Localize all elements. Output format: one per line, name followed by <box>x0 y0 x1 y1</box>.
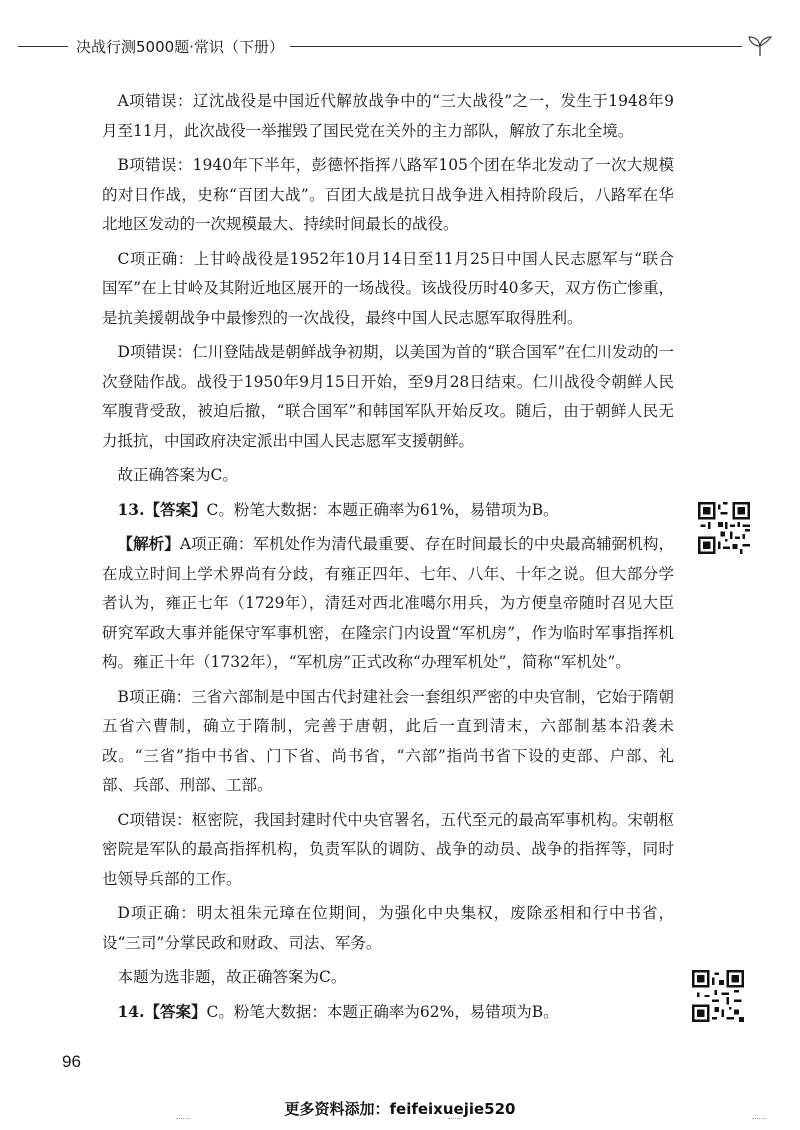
paragraph <box>102 805 674 895</box>
answer-text: C。粉笔大数据：本题正确率为62%，易错项为B。 <box>206 1002 559 1021</box>
paragraph <box>102 244 674 334</box>
paragraph-text: B项正确：三省六部制是中国古代封建社会一套组织严密的中央官制，它始于隋朝五省六曹制，确立于隋制，完善于唐朝，此后一直到清末，六部制基本沿袭未改。“三省”指中书省、门下省、尚书省，“六部”指尚书省下设的吏部、户部、礼部、兵部、刑部、工部。 <box>102 687 674 794</box>
paragraph <box>102 898 674 958</box>
paragraph-text: C项错误：枢密院，我国封建时代中央官署名，五代至元的最高军事机构。宋朝枢密院是军队的最高指挥机构，负责军队的调防、战争的动员、战争的指挥等，同时也领导兵部的工作。 <box>102 810 674 888</box>
answer-text: C。粉笔大数据：本题正确率为61%，易错项为B。 <box>206 500 559 519</box>
header-rule-right <box>290 46 742 47</box>
answer-line <box>102 495 674 526</box>
qr-code-icon[interactable] <box>692 970 744 1022</box>
paragraph-text: 本题为选非题，故正确答案为C。 <box>117 968 347 986</box>
answer-label: 14.【答案】 <box>117 1001 207 1021</box>
footer-note: 更多资料添加：feifeixuejie520 <box>284 1100 516 1118</box>
analysis-paragraph <box>102 529 674 678</box>
answer-explanations <box>102 86 674 1031</box>
answer-label: 13.【答案】 <box>117 499 207 519</box>
paragraph <box>102 86 674 146</box>
paragraph-text: A项正确：军机处作为清代最重要、存在时间最长的中央最高辅弼机构，在成立时间上学术界尚有分歧，有雍正四年、七年、八年、十年之说。但大部分学者认为，雍正七年（1729年），清廷对西北准噶尔用兵，为方便皇帝随时召见大臣研究军政大事并能保守军事机密，在隆宗门内设置“军机房”，作为临时军事指挥机构。雍正十年（1732年），“军机房”正式改称“办理军机处”，简称“军机处”。 <box>102 535 674 671</box>
qr-code-icon[interactable] <box>698 502 750 554</box>
page-number: 96 <box>62 1052 81 1071</box>
paragraph-text: A项错误：辽沈战役是中国近代解放战争中的“三大战役”之一，发生于1948年9月至11月，此次战役一举摧毁了国民党在关外的主力部队，解放了东北全境。 <box>102 92 674 140</box>
paragraph <box>102 460 674 491</box>
paragraph <box>102 682 674 801</box>
paragraph-text: 故正确答案为C。 <box>117 466 238 484</box>
paragraph-text: B项错误：1940年下半年，彭德怀指挥八路军105个团在华北发动了一次大规模的对日作战，史称“百团大战”。百团大战是抗日战争进入相持阶段后，八路军在华北地区发动的一次规模最大、持续时间最长的战役。 <box>102 156 674 233</box>
paragraph <box>102 150 674 240</box>
paragraph-text: D项错误：仁川登陆战是朝鲜战争初期，以美国为首的“联合国军”在仁川发动的一次登陆作战。战役于1950年9月15日开始，至9月28日结束。仁川战役令朝鲜人民军腹背受敌，被迫后撤，“联合国军”和韩国军队开始反攻。随后，由于朝鲜人民无力抵抗，中国政府决定派出中国人民志愿军支援朝鲜。 <box>102 343 674 450</box>
sprout-icon <box>746 34 774 58</box>
header-title: 决战行测5000题·常识（下册） <box>76 38 284 56</box>
paragraph <box>102 337 674 456</box>
paragraph-text: D项正确：明太祖朱元璋在位期间，为强化中央集权，废除丞相和行中书省，设“三司”分掌民政和财政、司法、军务。 <box>102 904 674 952</box>
analysis-label: 【解析】 <box>117 534 180 553</box>
paragraph <box>102 962 674 993</box>
answer-line <box>102 997 674 1028</box>
paragraph-text: C项正确：上甘岭战役是1952年10月14日至11月25日中国人民志愿军与“联合国军”在上甘岭及其附近地区展开的一场战役。该战役历时40多天，双方伤亡惨重，是抗美援朝战争中最惨烈的一次战役，最终中国人民志愿军取得胜利。 <box>102 249 674 327</box>
header-rule-left <box>18 46 68 47</box>
running-header <box>18 34 778 60</box>
